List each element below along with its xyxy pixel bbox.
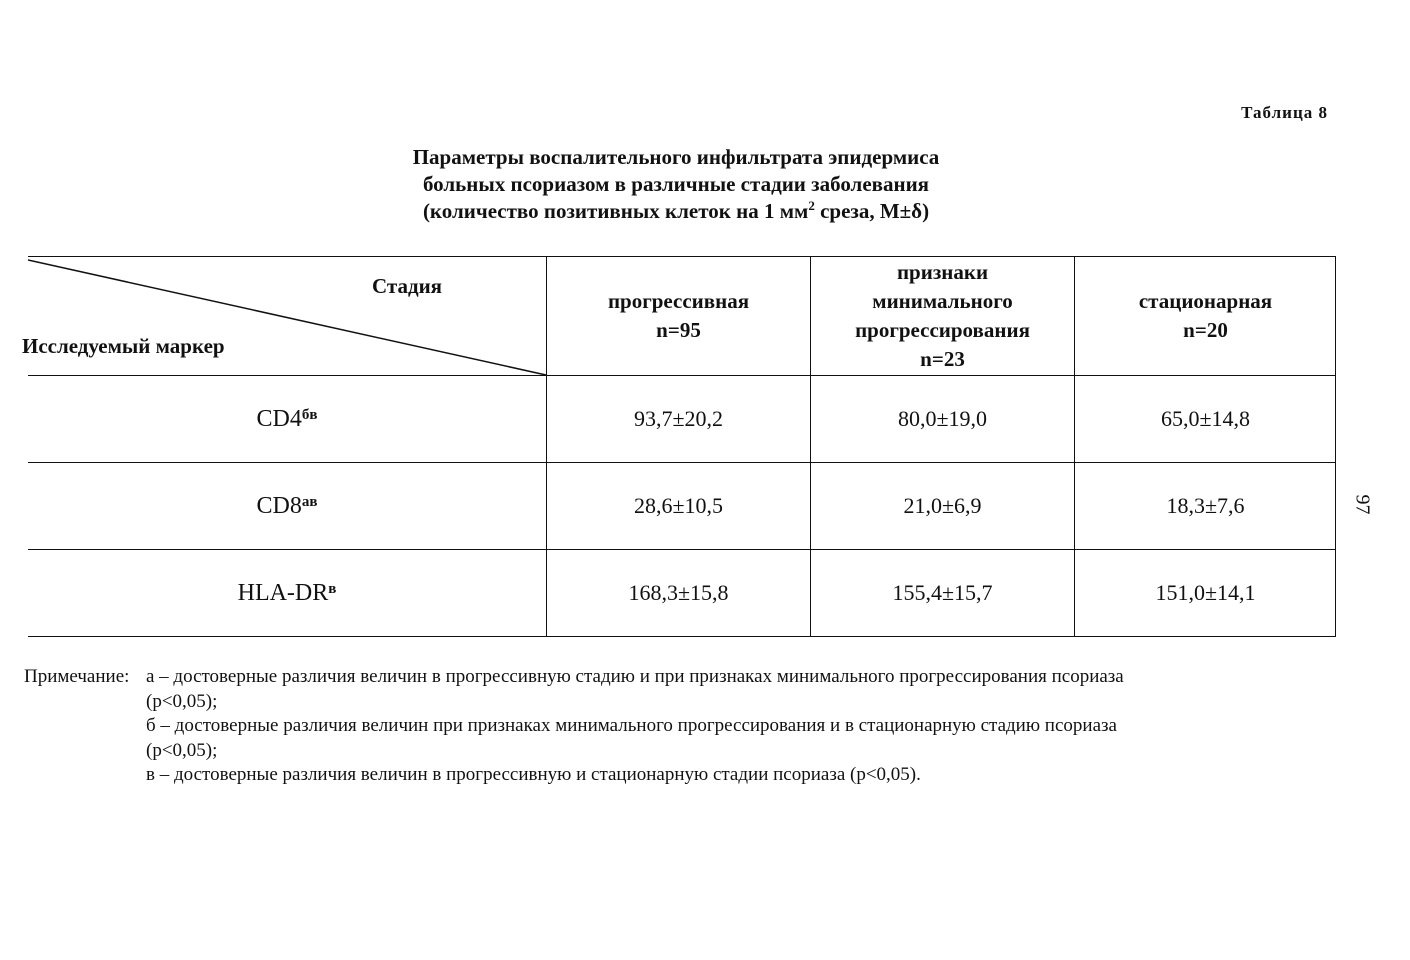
data-table: [22, 256, 1336, 637]
row-marker-cd4: CD4 $^{бв}$: [256, 405, 318, 432]
page-number: 97: [1351, 494, 1374, 515]
title-line-2: больных псориазом в различные стадии заболевания: [422, 172, 930, 196]
table-number-label: Таблица 8: [1241, 103, 1328, 122]
table-cell: 151,0±14,1: [1155, 580, 1256, 605]
title-line-3: (количество позитивных клеток на 1 $мм^2$ среза, M±δ): [422, 198, 930, 223]
corner-marker-label: Исследуемый маркер: [22, 334, 225, 358]
table-cell: 93,7±20,2: [633, 406, 724, 431]
column-header-stationary: стационарная n=20: [1138, 289, 1273, 342]
note-b: б – достоверные различия величин при признаках минимального прогрессирования и в стационарную стадию псориаза (p<0,05);: [146, 715, 1117, 761]
table-cell: 80,0±19,0: [897, 406, 988, 431]
column-header-progressive: прогрессивная n=95: [607, 289, 750, 342]
row-marker-cd8: CD8 $^{ав}$: [256, 492, 318, 519]
corner-stage-label: Стадия: [372, 274, 443, 298]
column-header-minimal-progression: признаки минимального прогрессирования n=23: [855, 260, 1030, 371]
note-prefix: Примечание:: [24, 666, 130, 687]
note-c: в – достоверные различия величин в прогрессивную и стационарную стадии псориаза (p<0,05).: [146, 764, 921, 785]
note-a: Примечание: а – достоверные различия величин в прогрессивную стадию и при признаках минимального прогрессирования псориаза (p<0,05);: [24, 666, 1124, 712]
table-cell: 65,0±14,8: [1160, 406, 1251, 431]
table-cell: 155,4±15,7: [892, 580, 993, 605]
table-rule-bottom: [28, 636, 1336, 637]
title-line-1: Параметры воспалительного инфильтрата эпидермиса: [412, 145, 940, 169]
table-cell: 21,0±6,9: [903, 493, 982, 518]
row-marker-hla-dr: HLA-DR $^в$: [237, 579, 337, 606]
table-title: [0, 144, 1352, 225]
table-notes: [24, 665, 1284, 788]
table-cell: 18,3±7,6: [1166, 493, 1245, 518]
table-cell: 168,3±15,8: [628, 580, 729, 605]
table-cell: 28,6±10,5: [633, 493, 724, 518]
